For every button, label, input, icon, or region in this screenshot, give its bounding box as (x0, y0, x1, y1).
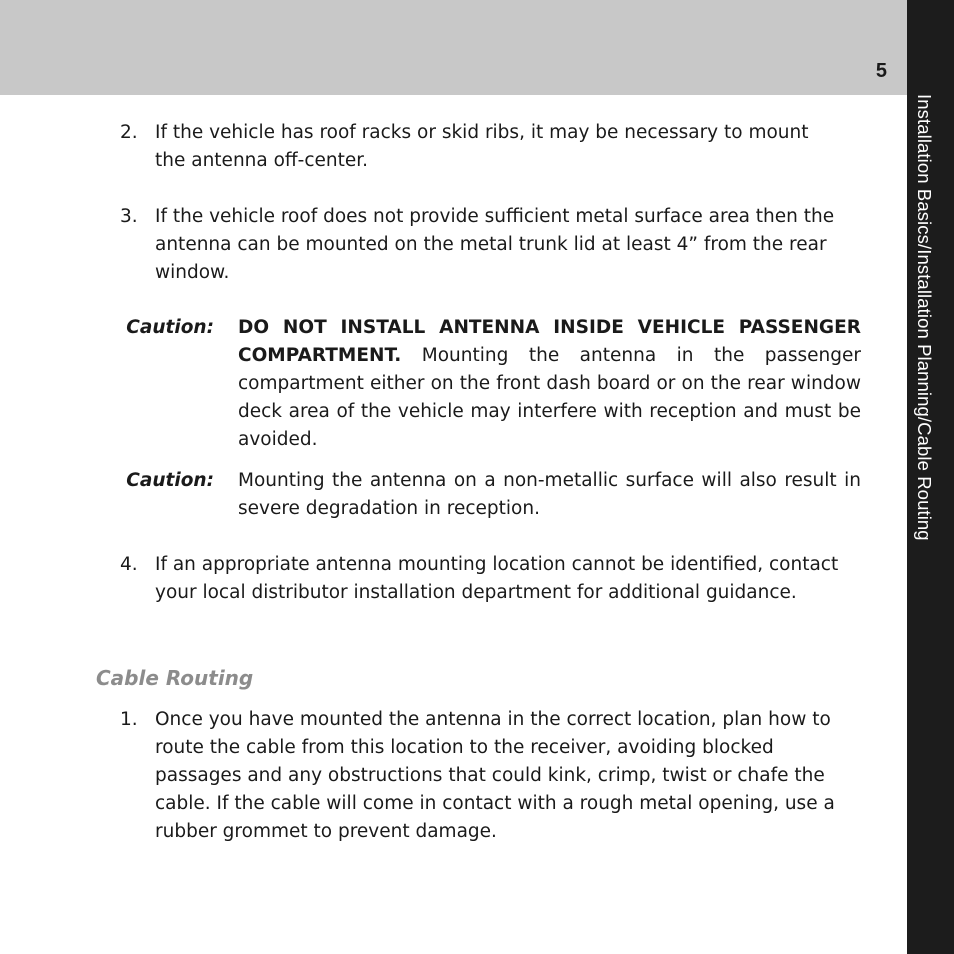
list-item-text: If the vehicle has roof racks or skid ribs, it may be necessary to mount the antenna off-center. (155, 122, 809, 171)
caution-note-2 (96, 467, 861, 523)
list-item-number: 3. (120, 206, 138, 227)
list-item-number: 2. (120, 122, 138, 143)
list-item-number: 4. (120, 554, 138, 575)
section-heading-cable-routing: Cable Routing (96, 666, 254, 690)
list-item-text: If the vehicle roof does not provide sufficient metal surface area then the antenna can be mounted on the metal trunk lid at least 4” from the rear window. (155, 206, 835, 283)
caution-body (238, 314, 861, 454)
caution-label: Caution: (126, 470, 214, 491)
caution-emphasis: DO NOT INSTALL ANTENNA INSIDE VEHICLE PASSENGER COMPARTMENT. (238, 317, 861, 366)
cable-routing-item-1 (120, 706, 840, 846)
side-tab-label: Installation Basics/Installation Planning/Cable Routing (914, 94, 935, 541)
list-item-number: 1. (120, 709, 138, 730)
caution-note-1 (96, 314, 861, 454)
page-number: 5 (875, 60, 887, 82)
list-item-3 (120, 203, 840, 287)
side-tab (907, 0, 954, 954)
list-item-text: Once you have mounted the antenna in the correct location, plan how to route the cable from this location to the receiver, avoiding blocked passages and any obstructions that could kink, crimp, twist or chafe the cable. If the cable will come in contact with a rough metal opening, use a rubber grommet to prevent damage. (155, 709, 835, 842)
caution-text: Mounting the antenna on a non-metallic surface will also result in severe degradation in reception. (238, 470, 861, 519)
caution-text: Mounting the antenna in the passenger compartment either on the front dash board or on the rear window deck area of the vehicle may interfere with reception and must be avoided. (238, 345, 861, 450)
list-item-text: If an appropriate antenna mounting location cannot be identified, contact your local distributor installation department for additional guidance. (155, 554, 839, 603)
caution-label: Caution: (126, 317, 214, 338)
list-item-4 (120, 551, 840, 607)
list-item-2 (120, 119, 840, 175)
